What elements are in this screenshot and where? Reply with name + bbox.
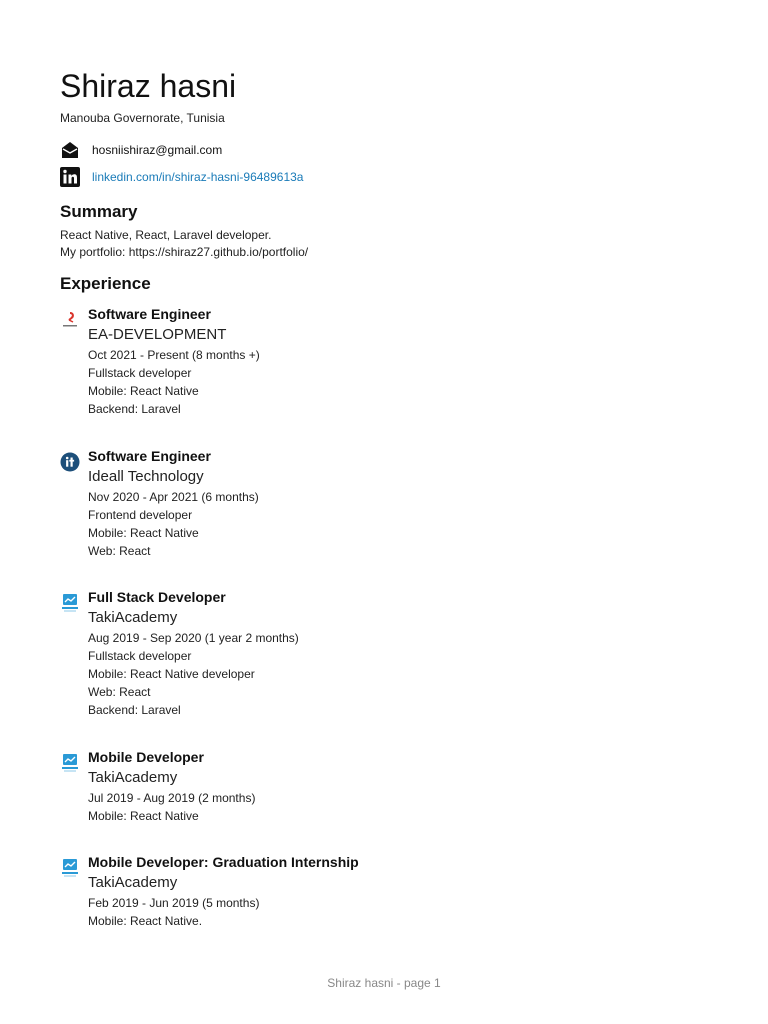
description-line: Mobile: React Native developer [88, 667, 255, 681]
description-line: Fullstack developer [88, 366, 192, 380]
company-name: Ideall Technology [88, 468, 204, 485]
company-name: TakiAcademy [88, 769, 178, 786]
experience-heading: Experience [60, 274, 151, 293]
job-dates: Oct 2021 - Present (8 months +) [88, 348, 260, 362]
job-title: Mobile Developer [88, 749, 204, 765]
job-description [88, 912, 359, 930]
job-description [88, 506, 259, 560]
summary-heading: Summary [60, 202, 138, 221]
ideall-technology-logo-icon [60, 452, 80, 472]
job-dates: Aug 2019 - Sep 2020 (1 year 2 months) [88, 631, 299, 645]
summary-line: React Native, React, Laravel developer. [60, 228, 272, 242]
description-line: Web: React [88, 685, 151, 699]
linkedin-contact [60, 167, 303, 187]
description-line: Backend: Laravel [88, 402, 181, 416]
job-description [88, 807, 255, 825]
company-name: TakiAcademy [88, 874, 178, 891]
takiacademy-logo-icon [60, 858, 80, 878]
email-contact [60, 140, 222, 160]
page-footer: Shiraz hasni - page 1 [327, 976, 441, 990]
job-dates: Feb 2019 - Jun 2019 (5 months) [88, 896, 260, 910]
email-icon [60, 140, 80, 160]
job-title: Software Engineer [88, 448, 211, 464]
company-name: EA-DEVELOPMENT [88, 326, 227, 343]
email-text: hosniishiraz@gmail.com [92, 143, 223, 157]
description-line: Mobile: React Native [88, 526, 199, 540]
takiacademy-logo-icon [60, 593, 80, 613]
job-dates: Nov 2020 - Apr 2021 (6 months) [88, 490, 259, 504]
portfolio-line: My portfolio: https://shiraz27.github.io/portfolio/ [60, 245, 309, 259]
job-title: Full Stack Developer [88, 589, 226, 605]
linkedin-icon [60, 167, 80, 187]
job-dates: Jul 2019 - Aug 2019 (2 months) [88, 791, 256, 805]
summary-text [60, 227, 308, 261]
description-line: Web: React [88, 544, 151, 558]
description-line: Frontend developer [88, 508, 193, 522]
location-text: Manouba Governorate, Tunisia [60, 111, 225, 125]
takiacademy-logo-icon [60, 753, 80, 773]
job-title: Mobile Developer: Graduation Internship [88, 854, 359, 870]
linkedin-link[interactable]: linkedin.com/in/shiraz-hasni-96489613a [92, 170, 304, 184]
job-title: Software Engineer [88, 306, 211, 322]
description-line: Backend: Laravel [88, 703, 181, 717]
description-line: Mobile: React Native [88, 384, 199, 398]
description-line: Mobile: React Native. [88, 914, 203, 928]
job-description [88, 364, 260, 418]
description-line: Mobile: React Native [88, 809, 199, 823]
candidate-name: Shiraz hasni [60, 68, 237, 104]
description-line: Fullstack developer [88, 649, 192, 663]
job-description [88, 647, 299, 719]
company-name: TakiAcademy [88, 609, 178, 626]
ea-development-logo-icon [60, 310, 80, 330]
